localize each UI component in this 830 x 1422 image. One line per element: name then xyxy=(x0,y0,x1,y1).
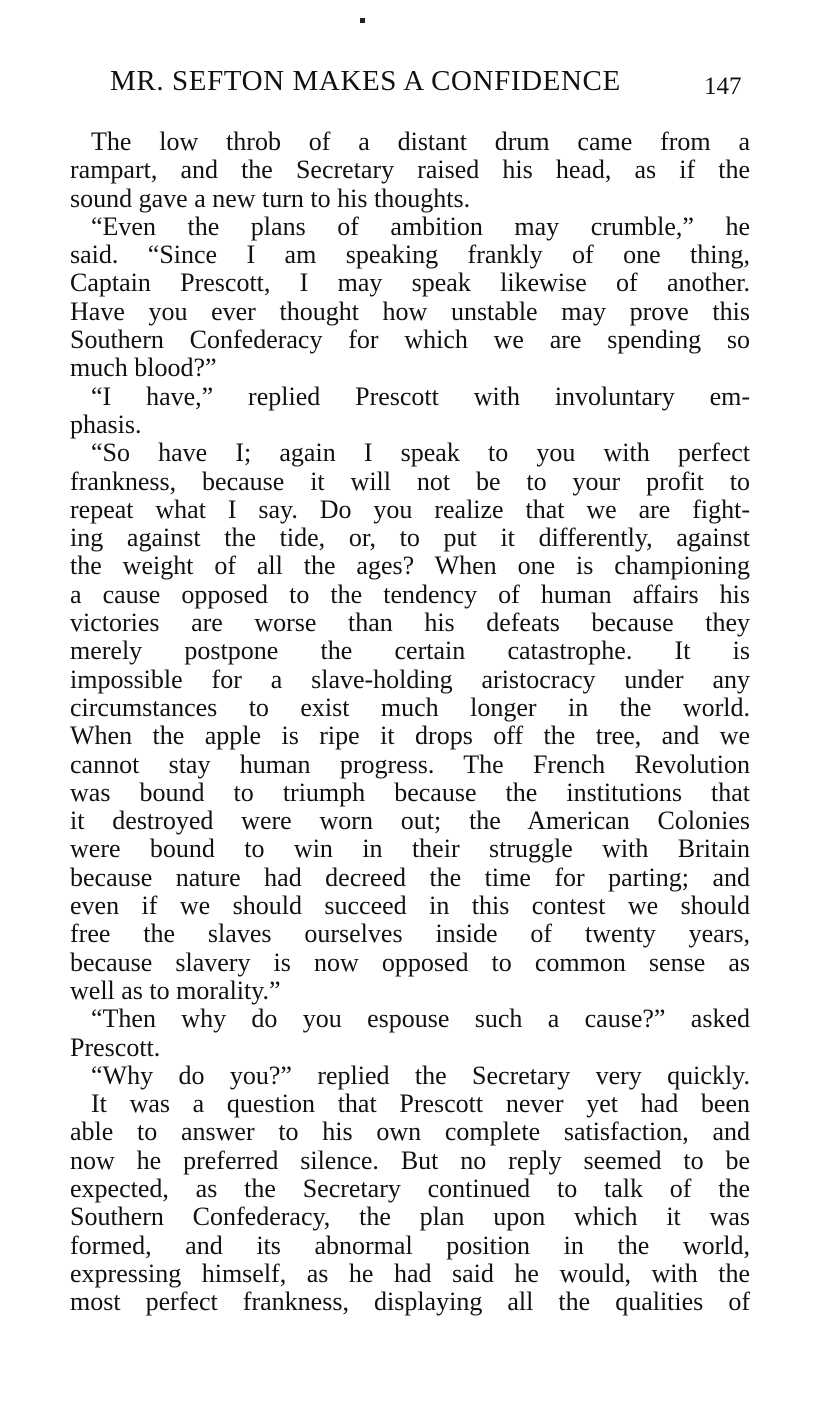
text-line: Have you ever thought how unstable may prove this xyxy=(70,296,750,326)
text-line: ing against the tide, or, to put it differently, against xyxy=(70,523,750,553)
printing-speck xyxy=(360,18,365,23)
text-line: victories are worse than his defeats because they xyxy=(70,608,750,638)
text-line: a cause opposed to the tendency of human affairs his xyxy=(70,579,750,609)
text-line: formed, and its abnormal position in the world, xyxy=(70,1230,750,1260)
text-line: Southern Confederacy, the plan upon which it was xyxy=(70,1202,750,1232)
text-line: rampart, and the Secretary raised his head, as if the xyxy=(70,155,750,185)
text-line: able to answer to his own complete satisfaction, and xyxy=(70,1117,750,1147)
text-line: frankness, because it will not be to your profit to xyxy=(70,466,750,496)
text-line: expected, as the Secretary continued to talk of the xyxy=(70,1173,750,1203)
text-line: Captain Prescott, I may speak likewise of another. xyxy=(70,268,750,298)
text-line: When the apple is ripe it drops off the tree, and we xyxy=(70,721,750,751)
text-line: circumstances to exist much longer in the world. xyxy=(70,692,750,722)
text-line: merely postpone the certain catastrophe. It is xyxy=(70,636,750,666)
text-line: the weight of all the ages? When one is championing xyxy=(70,551,750,581)
text-line: repeat what I say. Do you realize that we are fight- xyxy=(70,494,750,524)
page-number: 147 xyxy=(704,73,742,100)
text-line: were bound to win in their struggle with Britain xyxy=(70,834,750,864)
text-line: now he preferred silence. But no reply seemed to be xyxy=(70,1145,750,1175)
text-line: Southern Confederacy for which we are spending so xyxy=(70,325,750,355)
text-line: “Even the plans of ambition may crumble,” he xyxy=(91,211,750,241)
text-line: free the slaves ourselves inside of twenty years, xyxy=(70,919,750,949)
text-line: “Then why do you espouse such a cause?” asked xyxy=(91,1004,750,1034)
text-line: said. “Since I am speaking frankly of one thing, xyxy=(70,240,750,270)
text-line: even if we should succeed in this contest we should xyxy=(70,891,750,921)
body-text xyxy=(70,128,750,1316)
text-line: Prescott. xyxy=(70,1032,161,1062)
text-line: cannot stay human progress. The French Revolution xyxy=(70,749,750,779)
text-line: “I have,” replied Prescott with involuntary em- xyxy=(91,381,750,411)
text-line: because slavery is now opposed to common sense as xyxy=(70,947,750,977)
text-line: much blood?” xyxy=(70,353,217,383)
text-line: well as to morality.” xyxy=(70,975,281,1005)
text-line: was bound to triumph because the institutions that xyxy=(70,777,750,807)
text-line: impossible for a slave-holding aristocracy under any xyxy=(70,664,750,694)
text-line: sound gave a new turn to his thoughts. xyxy=(70,183,471,213)
text-line: It was a question that Prescott never yet had been xyxy=(91,1089,750,1119)
text-line: expressing himself, as he had said he would, with the xyxy=(70,1258,750,1288)
text-line: most perfect frankness, displaying all the qualities of xyxy=(70,1287,750,1317)
text-line: it destroyed were worn out; the American Colonies xyxy=(70,806,750,836)
text-line: “So have I; again I speak to you with perfect xyxy=(91,438,750,468)
text-line: phasis. xyxy=(70,409,142,439)
text-line: “Why do you?” replied the Secretary very quickly. xyxy=(91,1060,750,1090)
text-line: because nature had decreed the time for parting; and xyxy=(70,862,750,892)
running-head: MR. SEFTON MAKES A CONFIDENCE xyxy=(110,65,621,97)
text-line: The low throb of a distant drum came from a xyxy=(91,127,750,156)
